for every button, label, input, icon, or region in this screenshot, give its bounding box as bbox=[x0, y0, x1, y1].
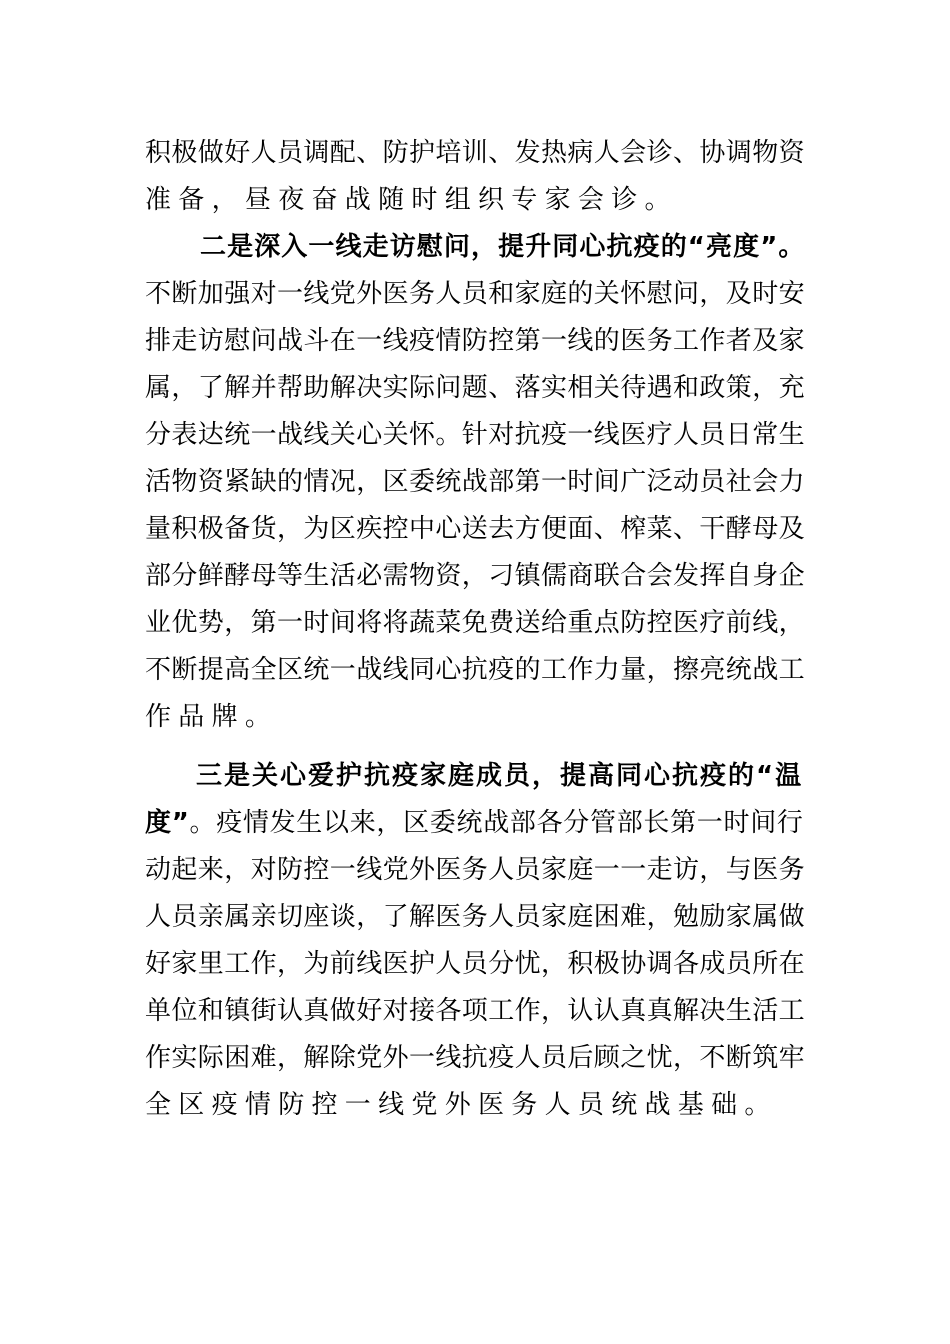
paragraph-3-body-start: 。疫情发生以来，区委统战部各分管部长第一时间行 bbox=[189, 808, 804, 838]
paragraph-3-line-4: 好家里工作，为前线医护人员分忧，积极协调各成员所在 bbox=[145, 949, 806, 979]
paragraph-2-line-9: 不断提高全区统一战线同心抗疫的工作力量，擦亮统战工 bbox=[145, 655, 806, 685]
paragraph-3-heading-end: 度” bbox=[145, 808, 190, 838]
paragraph-2-line-2: 排走访慰问战斗在一线疫情防控第一线的医务工作者及家 bbox=[145, 326, 806, 356]
paragraph-3-line-6: 作实际困难，解除党外一线抗疫人员后顾之忧，不断筑牢 bbox=[145, 1043, 806, 1073]
paragraph-3-line-1 bbox=[145, 803, 807, 843]
paragraph-1-line-2: 准备，昼夜奋战随时组织专家会诊。 bbox=[145, 185, 678, 215]
paragraph-2-heading: 二是深入一线走访慰问，提升同心抗疫的“亮度”。 bbox=[200, 232, 806, 262]
paragraph-3-heading: 三是关心爱护抗疫家庭成员，提高同心抗疫的“温 bbox=[196, 761, 804, 791]
paragraph-2-line-8: 业优势，第一时间将将蔬菜免费送给重点防控医疗前线， bbox=[145, 608, 806, 638]
paragraph-3-line-3: 人员亲属亲切座谈，了解医务人员家庭困难，勉励家属做 bbox=[145, 902, 806, 932]
paragraph-2-line-1: 不断加强对一线党外医务人员和家庭的关怀慰问，及时安 bbox=[145, 279, 806, 309]
paragraph-2-line-3: 属，了解并帮助解决实际问题、落实相关待遇和政策，充 bbox=[145, 373, 806, 403]
paragraph-3-line-2: 动起来，对防控一线党外医务人员家庭一一走访，与医务 bbox=[145, 855, 806, 885]
paragraph-1-line-1: 积极做好人员调配、防护培训、发热病人会诊、协调物资 bbox=[145, 138, 806, 168]
paragraph-2-line-4: 分表达统一战线关心关怀。针对抗疫一线医疗人员日常生 bbox=[145, 420, 806, 450]
paragraph-3-line-7: 全区疫情防控一线党外医务人员统战基础。 bbox=[145, 1090, 778, 1120]
paragraph-2-line-6: 量积极备货，为区疾控中心送去方便面、榨菜、干酵母及 bbox=[145, 514, 806, 544]
paragraph-2-line-10: 作品牌。 bbox=[145, 702, 279, 732]
paragraph-2-line-5: 活物资紧缺的情况，区委统战部第一时间广泛动员社会力 bbox=[145, 467, 806, 497]
paragraph-3-line-5: 单位和镇街认真做好对接各项工作，认认真真解决生活工 bbox=[145, 996, 806, 1026]
paragraph-2-line-7: 部分鲜酵母等生活必需物资，刁镇儒商联合会发挥自身企 bbox=[145, 561, 806, 591]
